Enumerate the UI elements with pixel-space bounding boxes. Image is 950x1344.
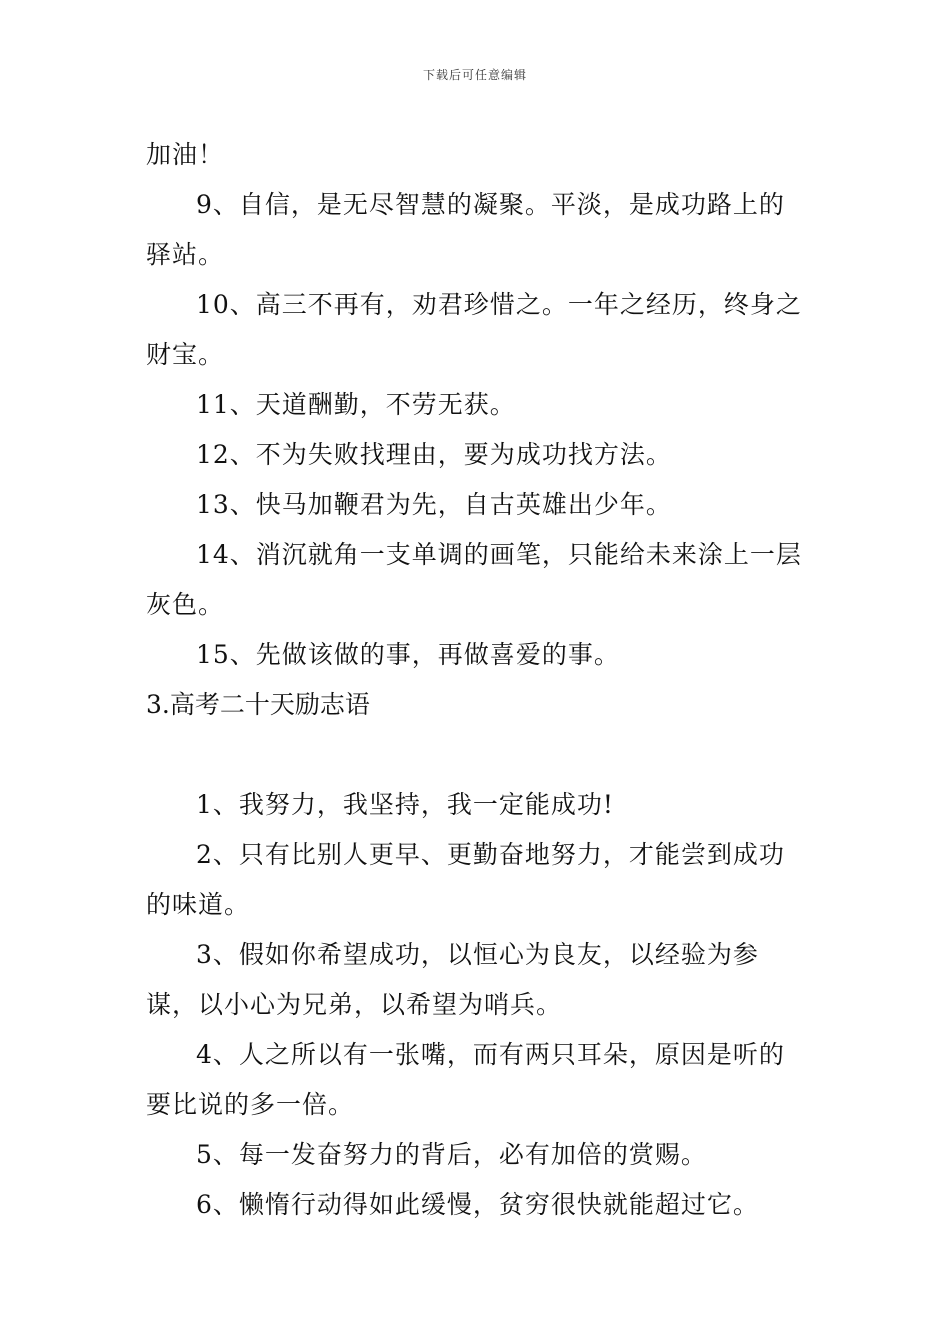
quote-item-1: 1、我努力，我坚持，我一定能成功! <box>196 790 614 819</box>
paragraph-continuation: 加油！ <box>146 140 225 169</box>
quote-item-11: 11、天道酬勤，不劳无获。 <box>196 390 516 419</box>
quote-item-13: 13、快马加鞭君为先，自古英雄出少年。 <box>196 490 672 519</box>
quote-item-12: 12、不为失败找理由，要为成功找方法。 <box>196 440 672 469</box>
header-note: 下载后可任意编辑 <box>422 68 527 82</box>
quote-item-15: 15、先做该做的事，再做喜爱的事。 <box>196 640 620 669</box>
quote-item-4: 4、人之所以有一张嘴，而有两只耳朵，原因是听的要比说的多一倍。 <box>146 1040 785 1119</box>
quote-item-14: 14、消沉就角一支单调的画笔，只能给未来涂上一层灰色。 <box>146 540 802 619</box>
document-body <box>146 130 808 1230</box>
quote-item-6: 6、懒惰行动得如此缓慢，贫穷很快就能超过它。 <box>196 1190 759 1219</box>
quote-item-5: 5、每一发奋努力的背后，必有加倍的赏赐。 <box>196 1140 707 1169</box>
section-heading: 3.高考二十天励志语 <box>146 690 370 719</box>
section-spacer <box>146 730 808 780</box>
quote-item-3: 3、假如你希望成功，以恒心为良友，以经验为参谋，以小心为兄弟，以希望为哨兵。 <box>146 940 759 1019</box>
quote-item-9: 9、自信，是无尽智慧的凝聚。平淡，是成功路上的驿站。 <box>146 190 785 269</box>
quote-item-10: 10、高三不再有，劝君珍惜之。一年之经历，终身之财宝。 <box>146 290 802 369</box>
quote-item-2: 2、只有比别人更早、更勤奋地努力，才能尝到成功的味道。 <box>146 840 785 919</box>
